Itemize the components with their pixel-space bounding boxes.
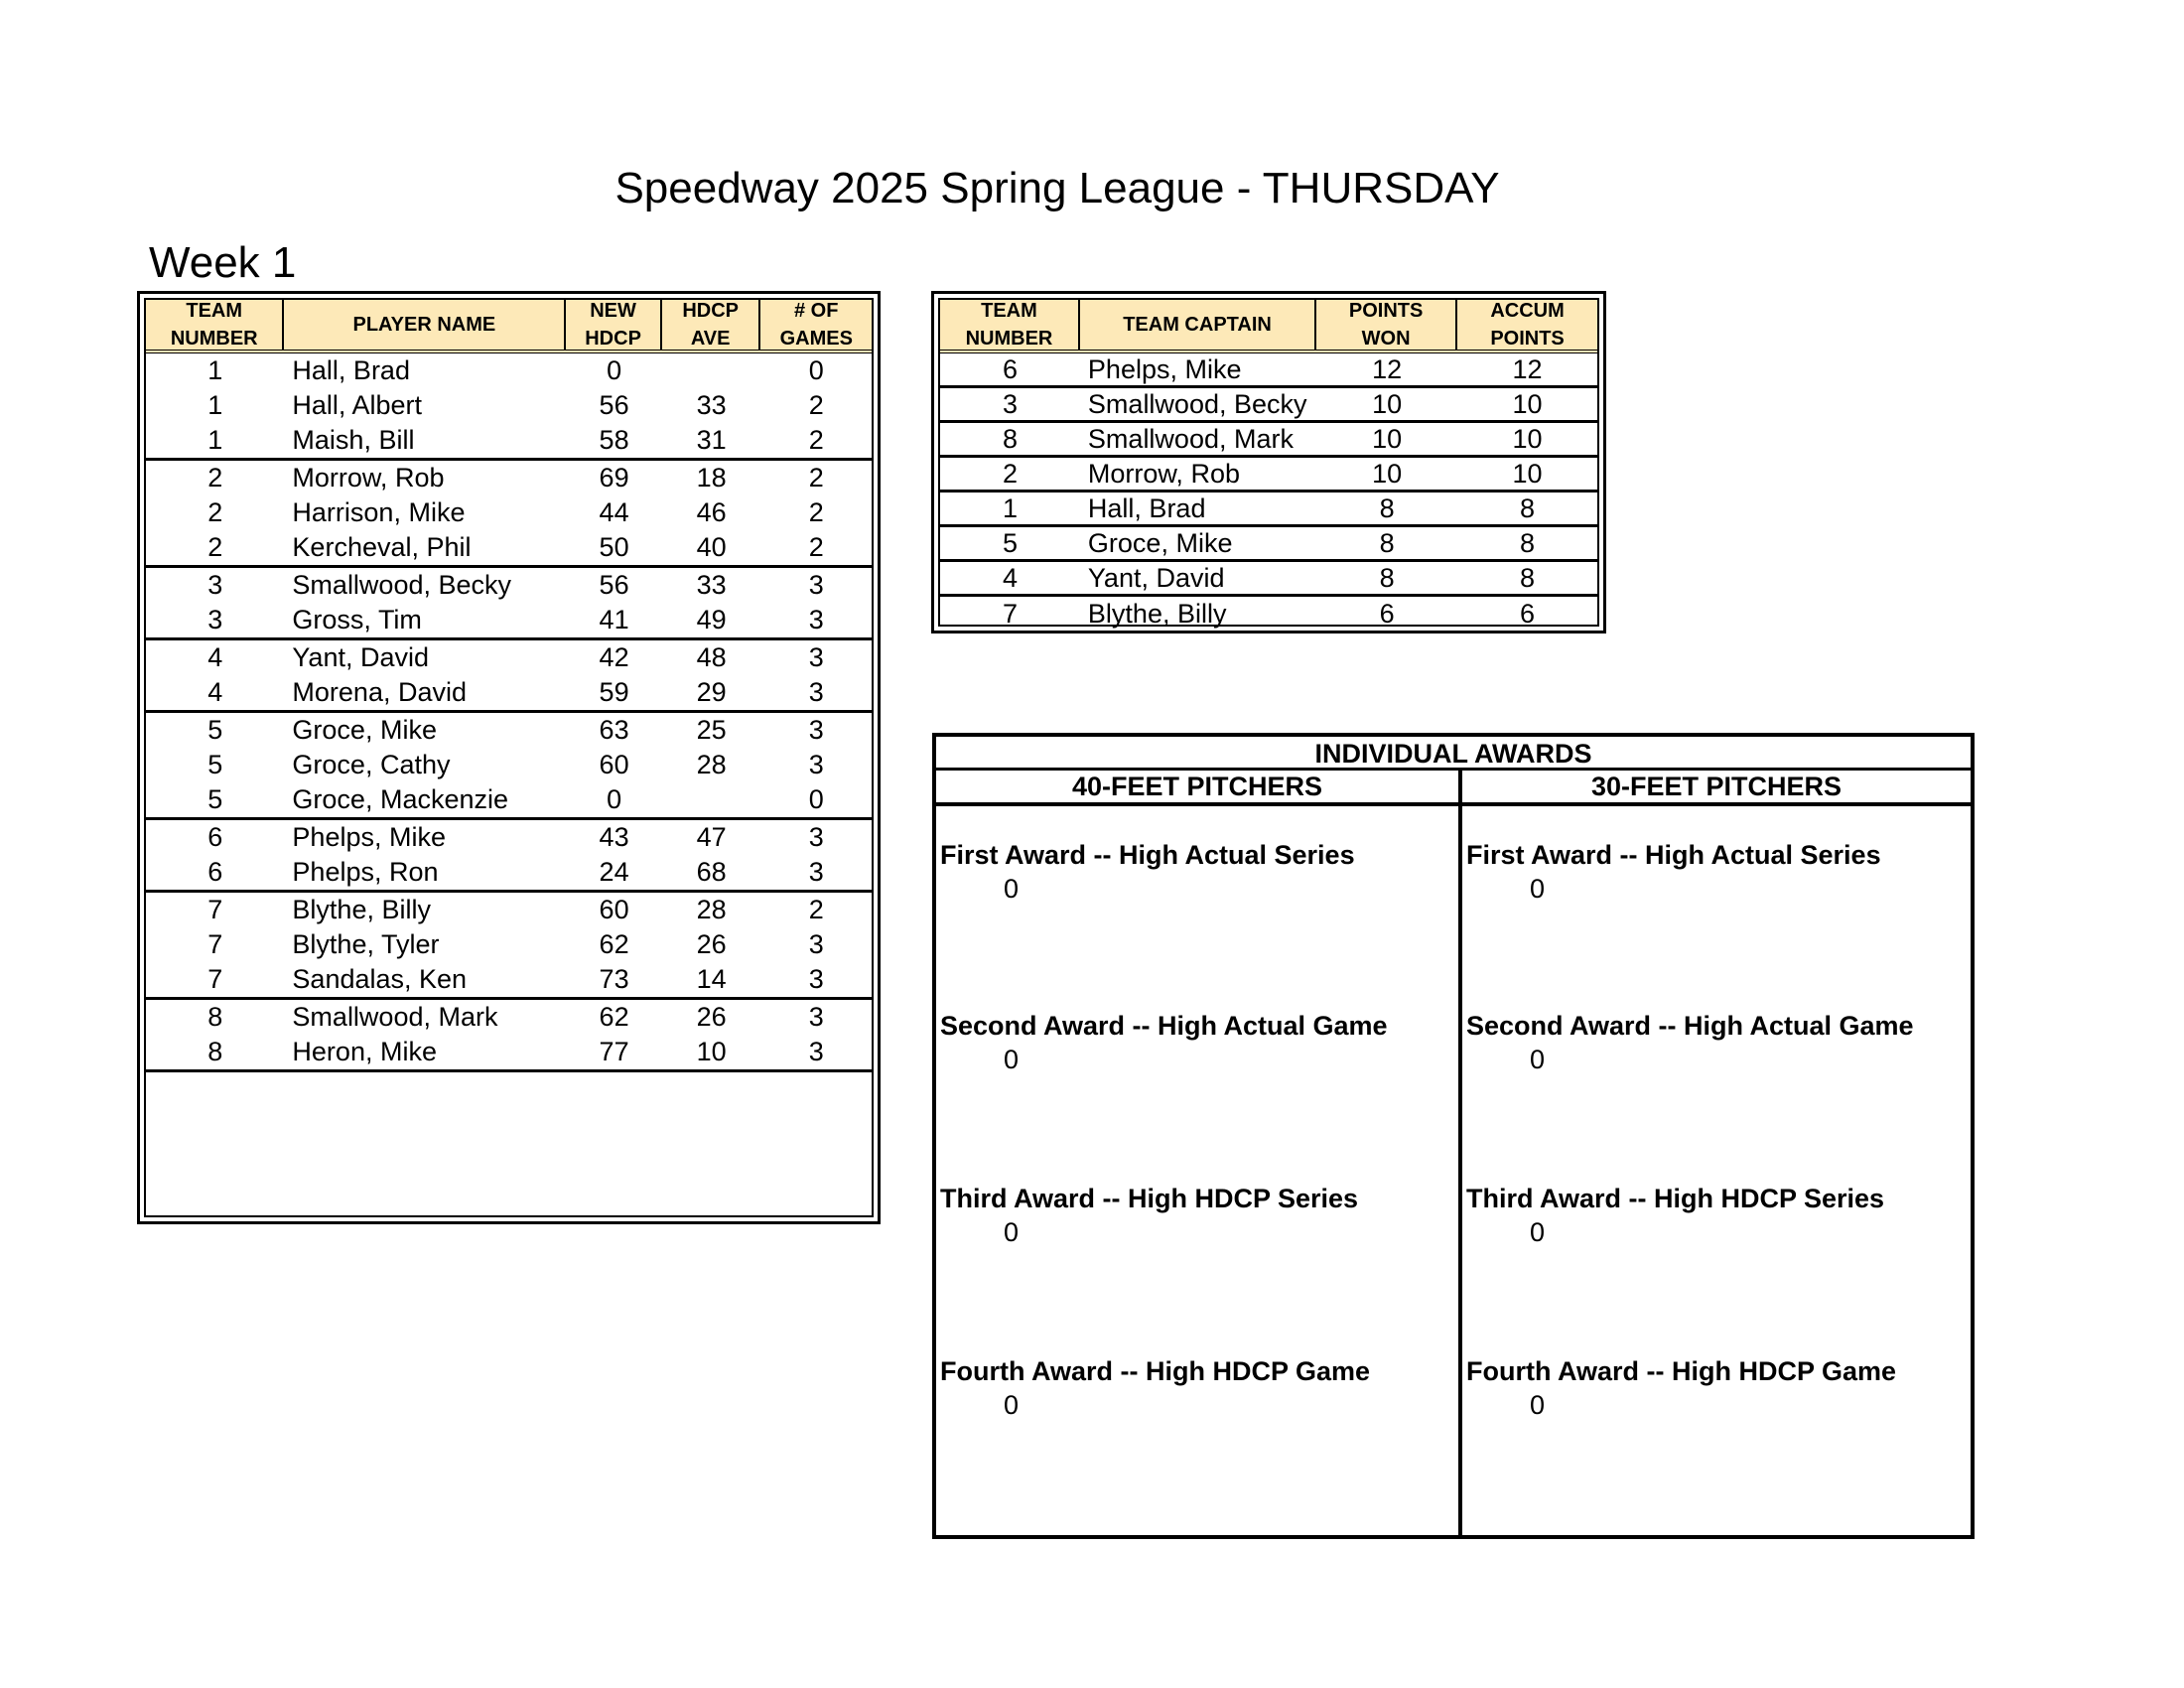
new-hdcp-cell: 56 (599, 390, 629, 420)
team-captain-cell: Blythe, Billy (1087, 599, 1227, 629)
team-number-cell: 8 (207, 1037, 223, 1066)
player-rows (146, 353, 872, 1072)
hdcp-ave-cell: 10 (696, 1037, 727, 1066)
player-name-cell: Gross, Tim (292, 605, 422, 634)
accum-points-cell: 8 (1520, 527, 1536, 558)
team-number-cell: 1 (207, 355, 223, 385)
team-group (146, 568, 872, 640)
team-number-cell: 4 (207, 677, 223, 707)
games-cell: 0 (808, 784, 824, 814)
games-cell: 3 (808, 929, 824, 959)
team-number-cell: 8 (207, 1002, 223, 1032)
new-hdcp-cell: 73 (599, 964, 629, 994)
games-cell: 3 (808, 822, 824, 852)
standing-rows (940, 353, 1597, 632)
team-captain-cell: Yant, David (1087, 562, 1225, 593)
players-header-row (146, 300, 872, 353)
table-row (940, 527, 1597, 562)
table-row (146, 568, 872, 603)
hdcp-ave-cell: 28 (696, 895, 727, 924)
table-row (146, 640, 872, 675)
hdcp-ave-cell: 49 (696, 605, 727, 634)
team-number-cell: 5 (207, 750, 223, 779)
table-row (146, 962, 872, 997)
hdcp-ave-cell: 46 (696, 497, 727, 527)
new-hdcp-cell: 59 (599, 677, 629, 707)
awards-title: INDIVIDUAL AWARDS (936, 737, 1971, 771)
header-points-won: POINTS WON (1316, 300, 1457, 350)
new-hdcp-cell: 58 (599, 425, 629, 455)
new-hdcp-cell: 41 (599, 605, 629, 634)
award-item: Second Award -- High Actual Game 0 (1466, 1011, 1914, 1074)
new-hdcp-cell: 42 (599, 642, 629, 672)
table-row (146, 353, 872, 388)
team-group (146, 353, 872, 461)
award-item: Third Award -- High HDCP Series 0 (1466, 1184, 1885, 1247)
team-number-cell: 1 (1002, 492, 1018, 523)
table-row (146, 530, 872, 565)
new-hdcp-cell: 43 (599, 822, 629, 852)
team-number-cell: 6 (207, 857, 223, 887)
player-name-cell: Phelps, Ron (292, 857, 439, 887)
team-number-cell: 8 (1002, 423, 1018, 454)
hdcp-ave-cell: 26 (696, 929, 727, 959)
games-cell: 2 (808, 390, 824, 420)
hdcp-ave-cell: 25 (696, 715, 727, 745)
player-name-cell: Yant, David (292, 642, 429, 672)
points-won-cell: 10 (1372, 423, 1403, 454)
games-cell: 3 (808, 1002, 824, 1032)
header-hdcp-ave: HDCP AVE (662, 300, 761, 350)
player-name-cell: Groce, Mackenzie (292, 784, 509, 814)
table-row (146, 820, 872, 855)
header-accum-points: ACCUM POINTS (1490, 300, 1565, 350)
team-number-cell: 1 (207, 390, 223, 420)
games-cell: 2 (808, 497, 824, 527)
team-group (146, 1000, 872, 1072)
team-captain-cell: Hall, Brad (1087, 492, 1206, 523)
table-row (940, 388, 1597, 423)
games-cell: 3 (808, 857, 824, 887)
games-cell: 2 (808, 895, 824, 924)
team-number-cell: 7 (207, 929, 223, 959)
team-group (146, 713, 872, 820)
table-row (146, 782, 872, 817)
team-number-cell: 2 (207, 532, 223, 562)
table-row (940, 492, 1597, 527)
individual-awards (932, 733, 1975, 1539)
team-number-cell: 3 (207, 605, 223, 634)
team-number-cell: 3 (1002, 388, 1018, 419)
team-group (146, 820, 872, 893)
new-hdcp-cell: 62 (599, 929, 629, 959)
new-hdcp-cell: 56 (599, 570, 629, 600)
player-name-cell: Heron, Mike (292, 1037, 437, 1066)
page-title: Speedway 2025 Spring League - THURSDAY (614, 164, 1500, 212)
award-item: First Award -- High Actual Series 0 (1466, 840, 1881, 904)
player-name-cell: Sandalas, Ken (292, 964, 468, 994)
team-number-cell: 2 (207, 463, 223, 492)
new-hdcp-cell: 0 (607, 355, 622, 385)
hdcp-ave-cell: 33 (696, 570, 727, 600)
hdcp-ave-cell: 31 (696, 425, 727, 455)
points-won-cell: 10 (1372, 458, 1403, 489)
player-name-cell: Morena, David (292, 677, 468, 707)
table-row (146, 893, 872, 927)
new-hdcp-cell: 63 (599, 715, 629, 745)
award-item: First Award -- High Actual Series 0 (940, 840, 1355, 904)
games-cell: 2 (808, 425, 824, 455)
standings-header-row (940, 300, 1597, 353)
team-captain-cell: Morrow, Rob (1087, 458, 1240, 489)
standings-table (931, 291, 1606, 633)
table-row (146, 603, 872, 637)
accum-points-cell: 12 (1512, 353, 1543, 384)
table-row (146, 675, 872, 710)
table-row (146, 713, 872, 748)
player-name-cell: Maish, Bill (292, 425, 415, 455)
team-captain-cell: Groce, Mike (1087, 527, 1233, 558)
team-number-cell: 6 (207, 822, 223, 852)
points-won-cell: 8 (1379, 527, 1395, 558)
awards-heading-40-feet: 40-FEET PITCHERS (936, 771, 1462, 802)
team-number-cell: 4 (207, 642, 223, 672)
games-cell: 3 (808, 642, 824, 672)
team-number-cell: 2 (1002, 458, 1018, 489)
player-name-cell: Blythe, Billy (292, 895, 431, 924)
points-won-cell: 10 (1372, 388, 1403, 419)
games-cell: 0 (808, 355, 824, 385)
team-group (146, 461, 872, 568)
new-hdcp-cell: 24 (599, 857, 629, 887)
games-cell: 2 (808, 532, 824, 562)
table-row (146, 461, 872, 495)
hdcp-ave-cell: 28 (696, 750, 727, 779)
team-group (146, 640, 872, 713)
hdcp-ave-cell: 47 (696, 822, 727, 852)
players-table (137, 291, 881, 1224)
header-team-number: TEAM NUMBER (146, 300, 284, 350)
hdcp-ave-cell: 14 (696, 964, 727, 994)
award-item: Fourth Award -- High HDCP Game 0 (940, 1356, 1371, 1420)
accum-points-cell: 6 (1520, 599, 1536, 629)
team-number-cell: 3 (207, 570, 223, 600)
games-cell: 3 (808, 750, 824, 779)
player-name-cell: Kercheval, Phil (292, 532, 472, 562)
table-row (940, 423, 1597, 458)
team-captain-cell: Smallwood, Mark (1087, 423, 1294, 454)
table-row (146, 423, 872, 458)
player-name-cell: Hall, Albert (292, 390, 422, 420)
hdcp-ave-cell: 68 (696, 857, 727, 887)
points-won-cell: 6 (1379, 599, 1395, 629)
team-number-cell: 6 (1002, 353, 1018, 384)
hdcp-ave-cell: 48 (696, 642, 727, 672)
player-name-cell: Blythe, Tyler (292, 929, 440, 959)
games-cell: 3 (808, 605, 824, 634)
awards-heading-30-feet: 30-FEET PITCHERS (1590, 772, 1843, 801)
header-team-captain: TEAM CAPTAIN (1080, 300, 1316, 350)
team-number-cell: 5 (1002, 527, 1018, 558)
header-player-name: PLAYER NAME (284, 300, 566, 350)
player-name-cell: Groce, Mike (292, 715, 437, 745)
points-won-cell: 12 (1372, 353, 1403, 384)
player-name-cell: Groce, Cathy (292, 750, 451, 779)
player-name-cell: Smallwood, Mark (292, 1002, 498, 1032)
team-number-cell: 2 (207, 497, 223, 527)
hdcp-ave-cell: 29 (696, 677, 727, 707)
games-cell: 2 (808, 463, 824, 492)
week-label: Week 1 (149, 238, 297, 287)
accum-points-cell: 10 (1512, 423, 1543, 454)
team-number-cell: 7 (207, 895, 223, 924)
award-item: Fourth Award -- High HDCP Game 0 (1466, 1356, 1897, 1420)
new-hdcp-cell: 44 (599, 497, 629, 527)
team-captain-cell: Smallwood, Becky (1087, 388, 1307, 419)
table-row (146, 1035, 872, 1069)
player-name-cell: Smallwood, Becky (292, 570, 512, 600)
table-row (146, 855, 872, 890)
player-name-cell: Hall, Brad (292, 355, 410, 385)
new-hdcp-cell: 0 (607, 784, 622, 814)
points-won-cell: 8 (1379, 562, 1395, 593)
header-team-number: TEAM NUMBER (940, 300, 1080, 350)
accum-points-cell: 10 (1512, 458, 1543, 489)
table-row (940, 562, 1597, 597)
team-number-cell: 5 (207, 784, 223, 814)
table-row (146, 748, 872, 782)
table-row (146, 388, 872, 423)
new-hdcp-cell: 60 (599, 895, 629, 924)
new-hdcp-cell: 62 (599, 1002, 629, 1032)
award-item: Second Award -- High Actual Game 0 (940, 1011, 1388, 1074)
awards-column-30-feet (1462, 806, 1971, 1535)
table-row (146, 927, 872, 962)
games-cell: 3 (808, 1037, 824, 1066)
accum-points-cell: 8 (1520, 492, 1536, 523)
awards-column-40-feet (936, 806, 1462, 1535)
team-number-cell: 7 (207, 964, 223, 994)
award-item: Third Award -- High HDCP Series 0 (940, 1184, 1359, 1247)
new-hdcp-cell: 77 (599, 1037, 629, 1066)
header-new-hdcp: NEW HDCP (566, 300, 662, 350)
accum-points-cell: 8 (1520, 562, 1536, 593)
points-won-cell: 8 (1379, 492, 1395, 523)
table-row (940, 597, 1597, 632)
team-number-cell: 4 (1002, 562, 1018, 593)
games-cell: 3 (808, 570, 824, 600)
table-row (146, 495, 872, 530)
hdcp-ave-cell: 40 (696, 532, 727, 562)
accum-points-cell: 10 (1512, 388, 1543, 419)
hdcp-ave-cell: 26 (696, 1002, 727, 1032)
table-row (940, 458, 1597, 492)
games-cell: 3 (808, 964, 824, 994)
player-name-cell: Phelps, Mike (292, 822, 446, 852)
new-hdcp-cell: 69 (599, 463, 629, 492)
new-hdcp-cell: 60 (599, 750, 629, 779)
team-group (146, 893, 872, 1000)
player-name-cell: Harrison, Mike (292, 497, 466, 527)
games-cell: 3 (808, 677, 824, 707)
team-number-cell: 7 (1002, 599, 1018, 629)
team-number-cell: 5 (207, 715, 223, 745)
table-row (146, 1000, 872, 1035)
team-captain-cell: Phelps, Mike (1087, 353, 1242, 384)
hdcp-ave-cell: 18 (696, 463, 727, 492)
hdcp-ave-cell: 33 (696, 390, 727, 420)
table-row (940, 353, 1597, 388)
games-cell: 3 (808, 715, 824, 745)
header-games: # OF GAMES (779, 300, 853, 350)
team-number-cell: 1 (207, 425, 223, 455)
player-name-cell: Morrow, Rob (292, 463, 445, 492)
new-hdcp-cell: 50 (599, 532, 629, 562)
